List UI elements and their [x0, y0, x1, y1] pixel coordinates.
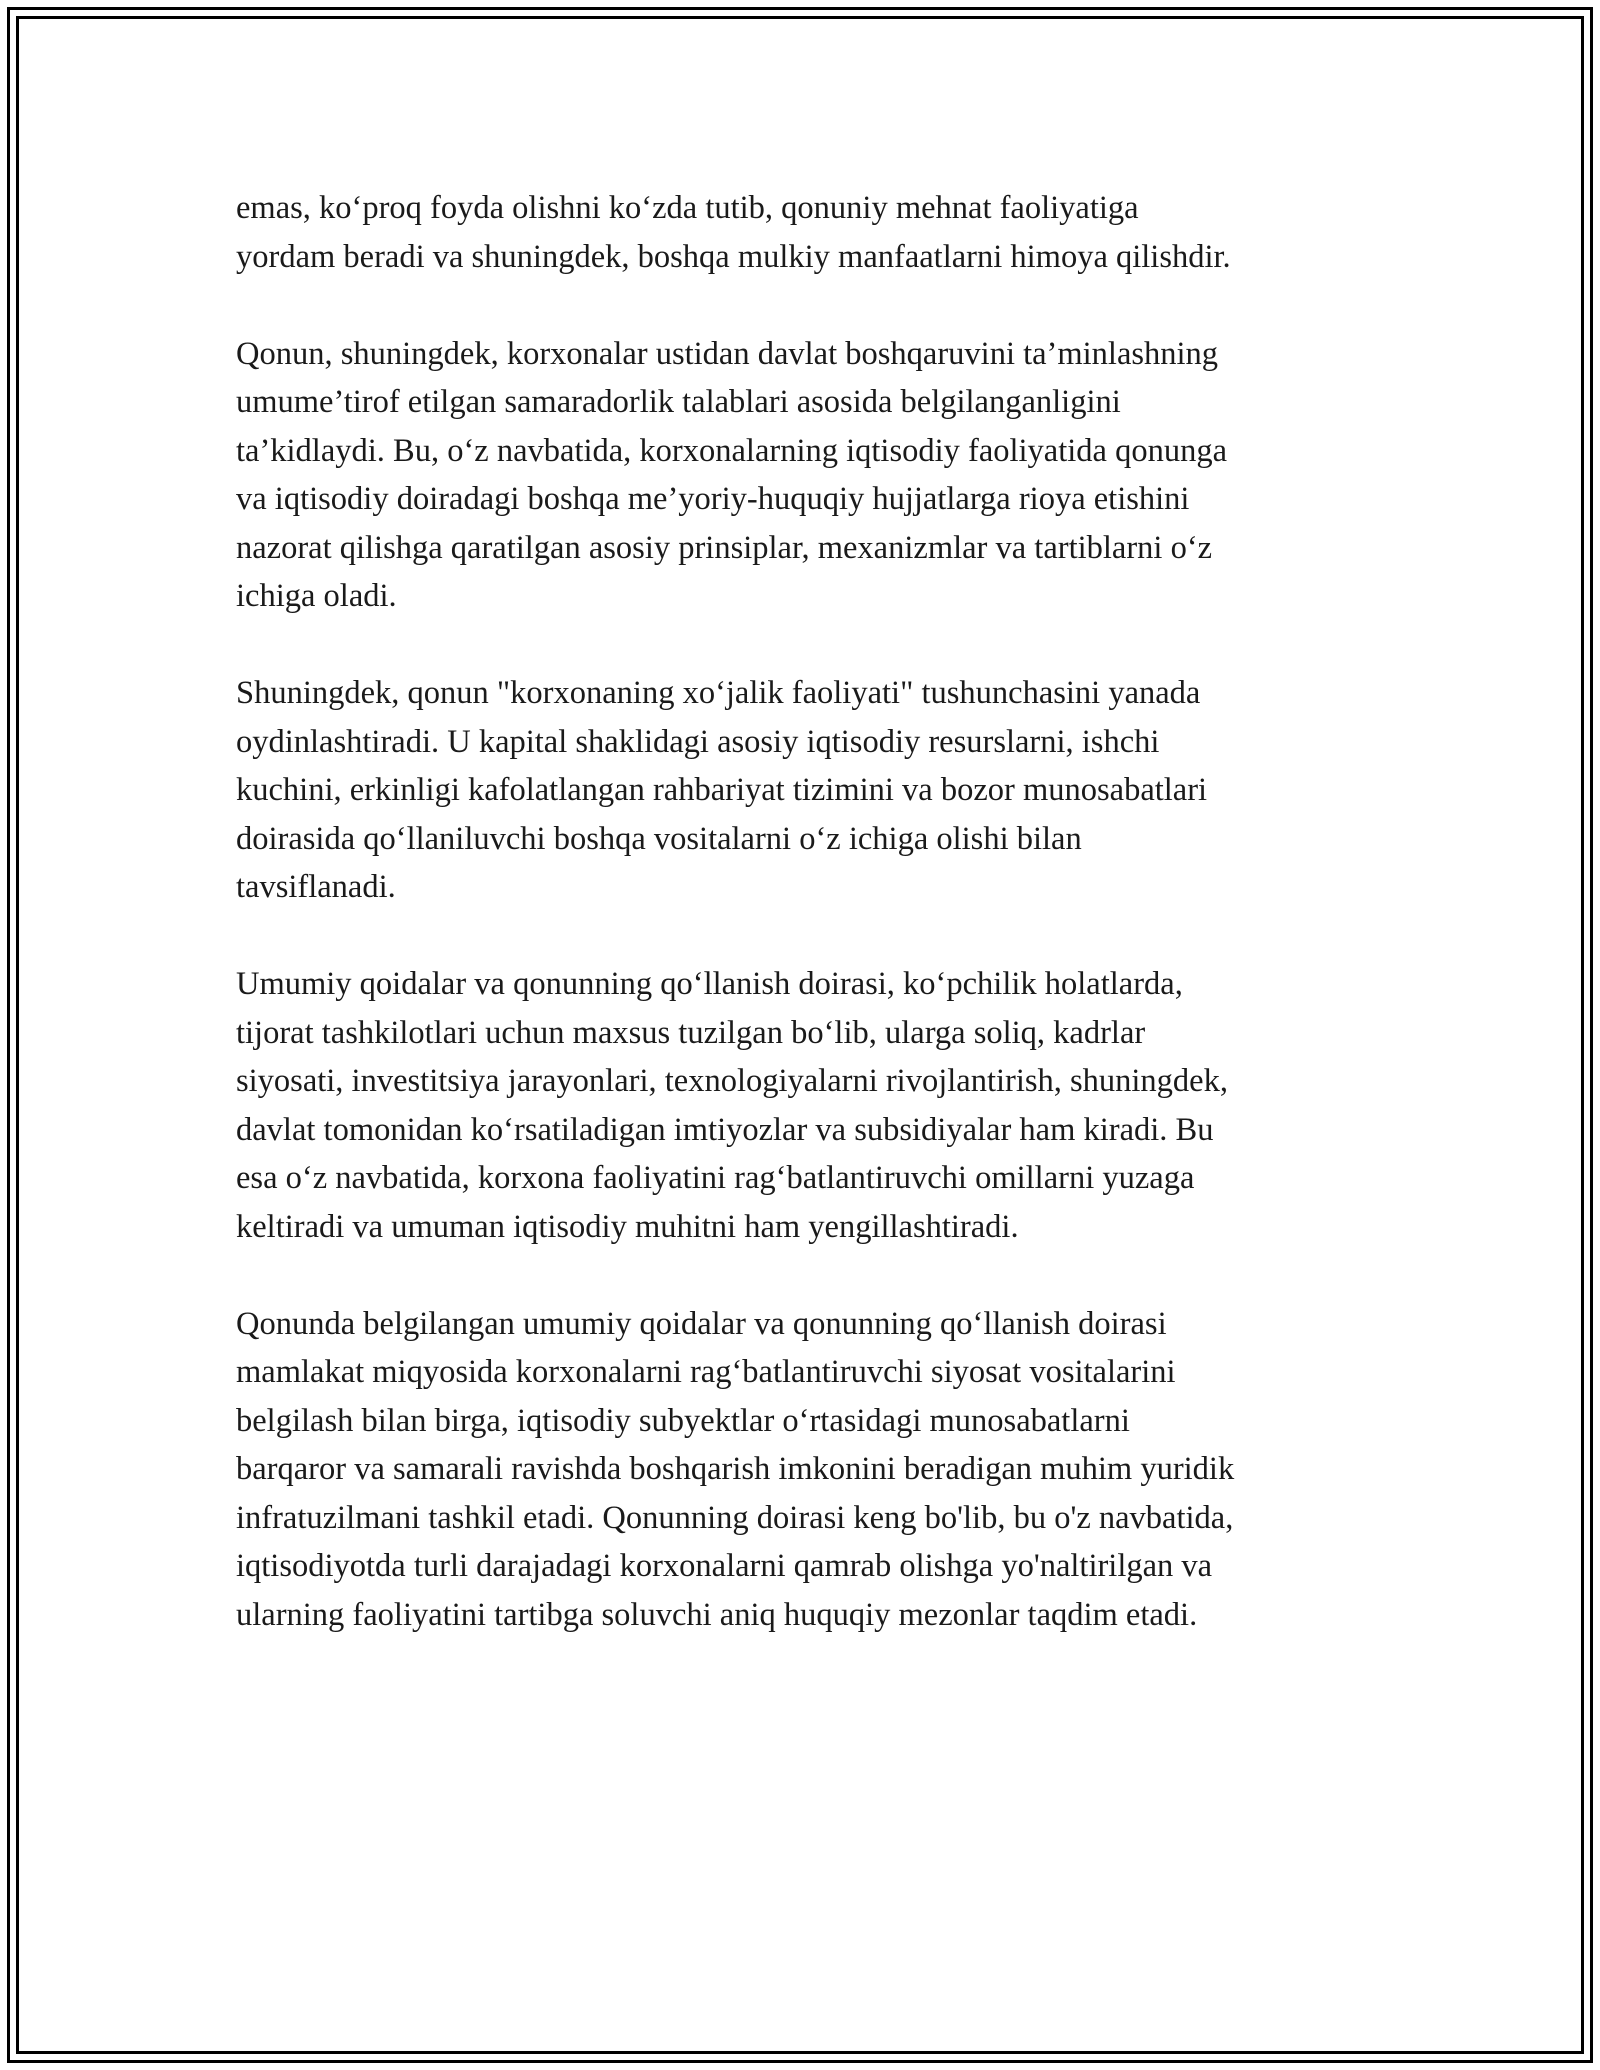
text-line: doirasida qo‘llaniluvchi boshqa vositalarni o‘z ichiga olishi bilan — [236, 820, 1082, 857]
text-line: infratuzilmani tashkil etadi. Qonunning doirasi keng bo'lib, bu o'z navbatida, — [236, 1499, 1234, 1536]
text-line: tavsiflanadi. — [236, 869, 396, 905]
text-line: mamlakat miqyosida korxonalarni rag‘batlantiruvchi siyosat vositalarini — [236, 1354, 1176, 1390]
text-line: siyosati, investitsiya jarayonlari, texnologiyalarni rivojlantirish, shuningdek, — [236, 1063, 1228, 1099]
text-line: ta’kidlaydi. Bu, o‘z navbatida, korxonalarning iqtisodiy faoliyatida qonunga — [236, 432, 1228, 469]
document-body — [236, 184, 1376, 1639]
text-line: oydinlashtiradi. U kapital shaklidagi asosiy iqtisodiy resurslarni, ishchi — [236, 723, 1160, 760]
paragraph — [236, 669, 1376, 912]
text-line: davlat tomonidan ko‘rsatiladigan imtiyozlar va subsidiyalar ham kiradi. Bu — [236, 1111, 1214, 1148]
text-line: Qonunda belgilangan umumiy qoidalar va qonunning qo‘llanish doirasi — [236, 1305, 1167, 1342]
text-line: esa o‘z navbatida, korxona faoliyatini rag‘batlantiruvchi omillarni yuzaga — [236, 1160, 1195, 1196]
text-line: kuchini, erkinligi kafolatlangan rahbariyat tizimini va bozor munosabatlari — [236, 772, 1208, 808]
text-line: barqaror va samarali ravishda boshqarish imkonini beradigan muhim yuridik — [236, 1451, 1235, 1487]
paragraph — [236, 184, 1376, 281]
paragraph — [236, 1300, 1376, 1640]
text-line: Shuningdek, qonun "korxonaning xo‘jalik faoliyati" tushunchasini yanada — [236, 675, 1201, 711]
text-line: emas, ko‘proq foyda olishni ko‘zda tutib, qonuniy mehnat faoliyatiga — [236, 190, 1139, 226]
text-line: belgilash bilan birga, iqtisodiy subyektlar o‘rtasidagi munosabatlarni — [236, 1402, 1130, 1439]
text-line: va iqtisodiy doiradagi boshqa me’yoriy-huquqiy hujjatlarga rioya etishini — [236, 481, 1190, 517]
text-line: yordam beradi va shuningdek, boshqa mulkiy manfaatlarni himoya qilishdir. — [236, 238, 1231, 275]
text-line: nazorat qilishga qaratilgan asosiy prinsiplar, mexanizmlar va tartiblarni o‘z — [236, 529, 1213, 566]
text-line: iqtisodiyotda turli darajadagi korxonalarni qamrab olishga yo'naltirilgan va — [236, 1548, 1213, 1584]
text-line: tijorat tashkilotlari uchun maxsus tuzilgan bo‘lib, ularga soliq, kadrlar — [236, 1014, 1146, 1051]
text-line: Qonun, shuningdek, korxonalar ustidan davlat boshqaruvini ta’minlashning — [236, 335, 1219, 372]
text-line: Umumiy qoidalar va qonunning qo‘llanish doirasi, ko‘pchilik holatlarda, — [236, 966, 1183, 1002]
paragraph — [236, 330, 1376, 621]
text-line: umume’tirof etilgan samaradorlik talablari asosida belgilanganligini — [236, 384, 1121, 420]
text-line: ichiga oladi. — [236, 578, 397, 614]
text-line: ularning faoliyatini tartibga soluvchi aniq huquqiy mezonlar taqdim etadi. — [236, 1596, 1198, 1633]
text-line: keltiradi va umuman iqtisodiy muhitni ham yengillashtiradi. — [236, 1208, 1019, 1245]
paragraph — [236, 960, 1376, 1251]
